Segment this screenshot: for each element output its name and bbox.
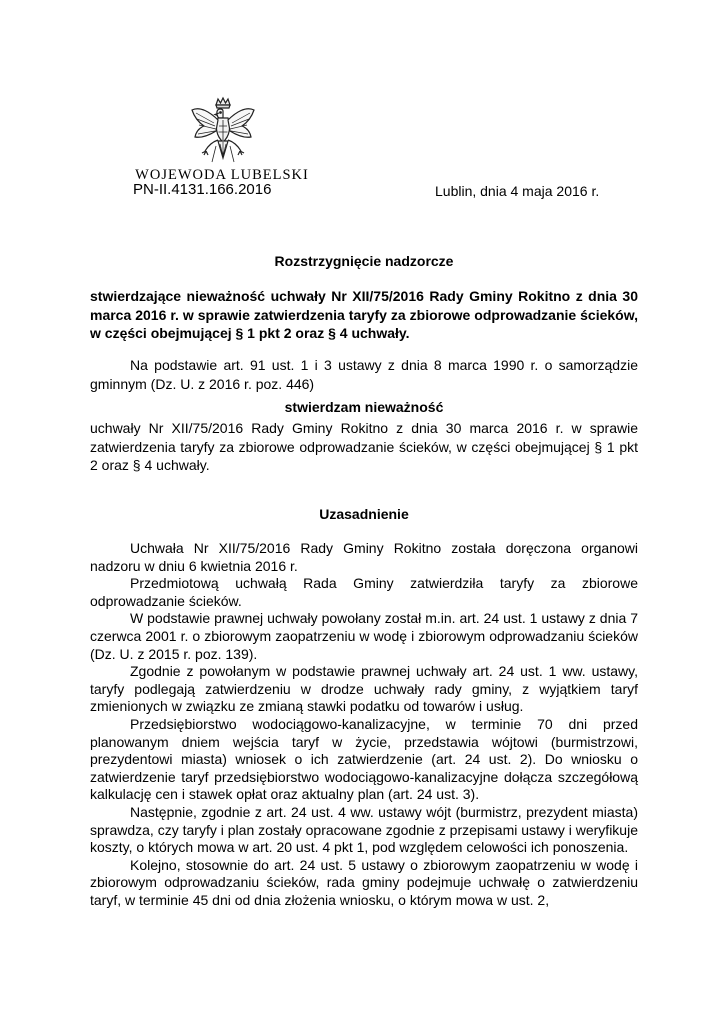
justification-paragraph: Kolejno, stosownie do art. 24 ust. 5 ustawy o zbiorowym zaopatrzeniu w wodę i zbiorowym odprowadzaniu ścieków, rada gminy podejmuje uchwałę o zatwierdzeniu taryf, w terminie 45 dni od dnia złożenia wniosku, o którym mowa w ust. 2, — [90, 856, 638, 908]
legal-basis-text: Na podstawie art. 91 ust. 1 i 3 ustawy z dnia 8 marca 1990 r. o samorządzie gminnym (Dz. U. z 2016 r. poz. 446) — [90, 357, 638, 392]
justification-paragraph: Następnie, zgodnie z art. 24 ust. 4 ww. ustawy wójt (burmistrz, prezydent miasta) sprawdza, czy taryfy i plan zostały opracowane zgodnie z przepisami ustawy i weryfikuje koszty, o których mowa w art. 20 ust. 4 pkt 1, pod względem celowości ich ponoszenia. — [90, 803, 638, 856]
justification-heading: Uzasadnienie — [319, 506, 409, 522]
justification-body — [90, 540, 638, 909]
justification-paragraph: Zgodnie z powołanym w podstawie prawnej uchwały art. 24 ust. 1 ww. ustawy, taryfy podlegają zatwierdzeniu w drodze uchwały rady gminy, z wyjątkiem taryf zmienionych w związku ze zmianą stawki podatku od towarów i usług. — [90, 663, 638, 715]
reference-number: PN-II.4131.166.2016 — [133, 181, 272, 198]
decision-heading: stwierdzam nieważność — [284, 399, 444, 415]
decision-text: uchwały Nr XII/75/2016 Rady Gminy Rokitno z dnia 30 marca 2016 r. w sprawie zatwierdzenia taryfy za zbiorowe odprowadzanie ścieków, w części obejmującej § 1 pkt 2 oraz § 4 uchwały. — [90, 420, 638, 473]
office-name: WOJEWODA LUBELSKI — [135, 167, 309, 183]
document-title: Rozstrzygnięcie nadzorcze — [274, 253, 454, 269]
legal-basis — [90, 356, 638, 393]
document-subject: stwierdzające nieważność uchwały Nr XII/75/2016 Rady Gminy Rokitno z dnia 30 marca 2016 r. w sprawie zatwierdzenia taryfy za zbiorowe odprowadzanie ścieków, w części obejmującej § 1 pkt 2 oraz § 4 uchwały. — [90, 288, 638, 341]
justification-paragraph: W podstawie prawnej uchwały powołany został m.in. art. 24 ust. 1 ustawy z dnia 7 czerwca 2001 r. o zbiorowym zaopatrzeniu w wodę i zbiorowym odprowadzaniu ścieków (Dz. U. z 2015 r. poz. 139). — [90, 610, 638, 662]
justification-paragraph: Uchwała Nr XII/75/2016 Rady Gminy Rokitno została doręczona organowi nadzoru w dniu 6 kwietnia 2016 r. — [90, 540, 638, 574]
justification-paragraph: Przedsiębiorstwo wodociągowo-kanalizacyjne, w terminie 70 dni przed planowanym dniem wejścia taryf w życie, przedstawia wójtowi (burmistrzowi, prezydentowi miasta) wniosek o ich zatwierdzenie (art. 24 ust. 2). Do wniosku o zatwierdzenie taryf przedsiębiorstwo wodociągowo-kanalizacyjne dołącza szczegółową kalkulację cen i stawek opłat oraz aktualny plan (art. 24 ust. 3). — [90, 715, 638, 803]
place-and-date: Lublin, dnia 4 maja 2016 r. — [435, 183, 600, 199]
polish-white-eagle-emblem-icon — [190, 96, 256, 168]
justification-paragraph: Przedmiotową uchwałą Rada Gminy zatwierdziła taryfy za zbiorowe odprowadzanie ścieków. — [90, 575, 638, 609]
